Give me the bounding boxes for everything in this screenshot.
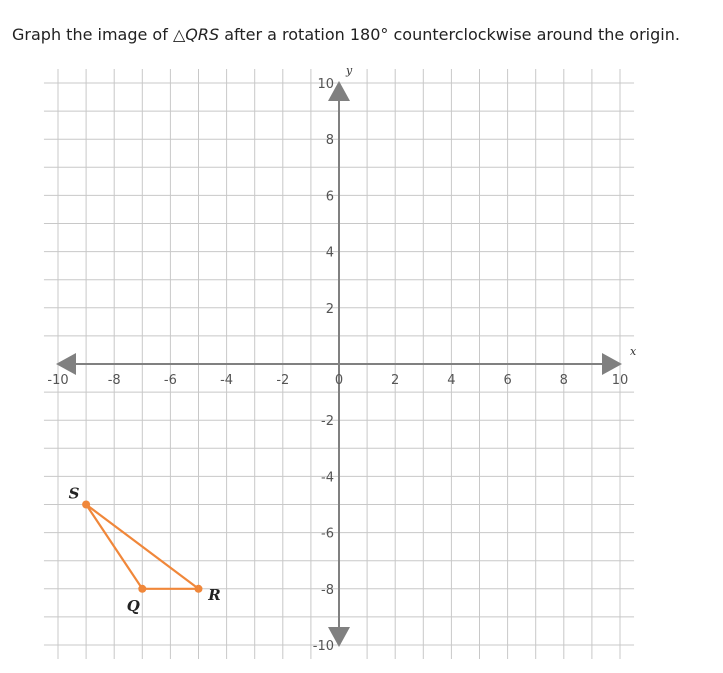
x-tick-label: -2 — [276, 373, 290, 388]
y-tick-label: 4 — [325, 245, 334, 261]
y-axis-name: y — [346, 64, 353, 77]
vertex-label-s: S — [68, 484, 80, 503]
x-axis-name: x — [630, 345, 637, 358]
vertex-label-r: R — [208, 585, 221, 604]
x-tick-label: 10 — [611, 373, 629, 388]
prompt-triangle-name: QRS — [185, 25, 220, 44]
y-tick-label: -2 — [321, 414, 334, 430]
y-tick-label: 2 — [325, 301, 334, 317]
x-tick-label: 0 — [334, 373, 344, 388]
y-tick-label: 6 — [325, 189, 334, 205]
prompt-prefix: Graph the image of △ — [12, 25, 186, 44]
y-tick-label: 10 — [317, 77, 334, 92]
x-axis-arrow-right-icon — [602, 353, 622, 375]
vertex-point-r[interactable] — [195, 585, 203, 593]
axes — [56, 64, 637, 647]
x-tick-label: -10 — [47, 373, 69, 388]
y-tick-label: -8 — [321, 582, 334, 598]
tick-labels — [47, 77, 628, 654]
prompt-suffix: after a rotation 180° counterclockwise around the origin. — [219, 25, 680, 44]
vertex-label-q: Q — [126, 596, 140, 615]
vertex-point-q[interactable] — [138, 585, 146, 593]
x-axis-arrow-left-icon — [56, 353, 76, 375]
x-tick-label: 4 — [447, 373, 456, 388]
y-tick-label: 8 — [325, 133, 334, 149]
x-tick-label: 2 — [391, 373, 400, 388]
x-tick-label: -8 — [107, 373, 121, 388]
y-tick-label: -4 — [321, 470, 334, 486]
vertex-point-s[interactable] — [82, 501, 90, 509]
y-tick-label: -10 — [312, 639, 334, 654]
x-tick-label: -4 — [220, 373, 234, 388]
x-tick-label: -6 — [163, 373, 177, 388]
x-tick-label: 8 — [559, 373, 568, 388]
y-tick-label: -6 — [321, 526, 334, 542]
x-tick-label: 6 — [503, 373, 512, 388]
